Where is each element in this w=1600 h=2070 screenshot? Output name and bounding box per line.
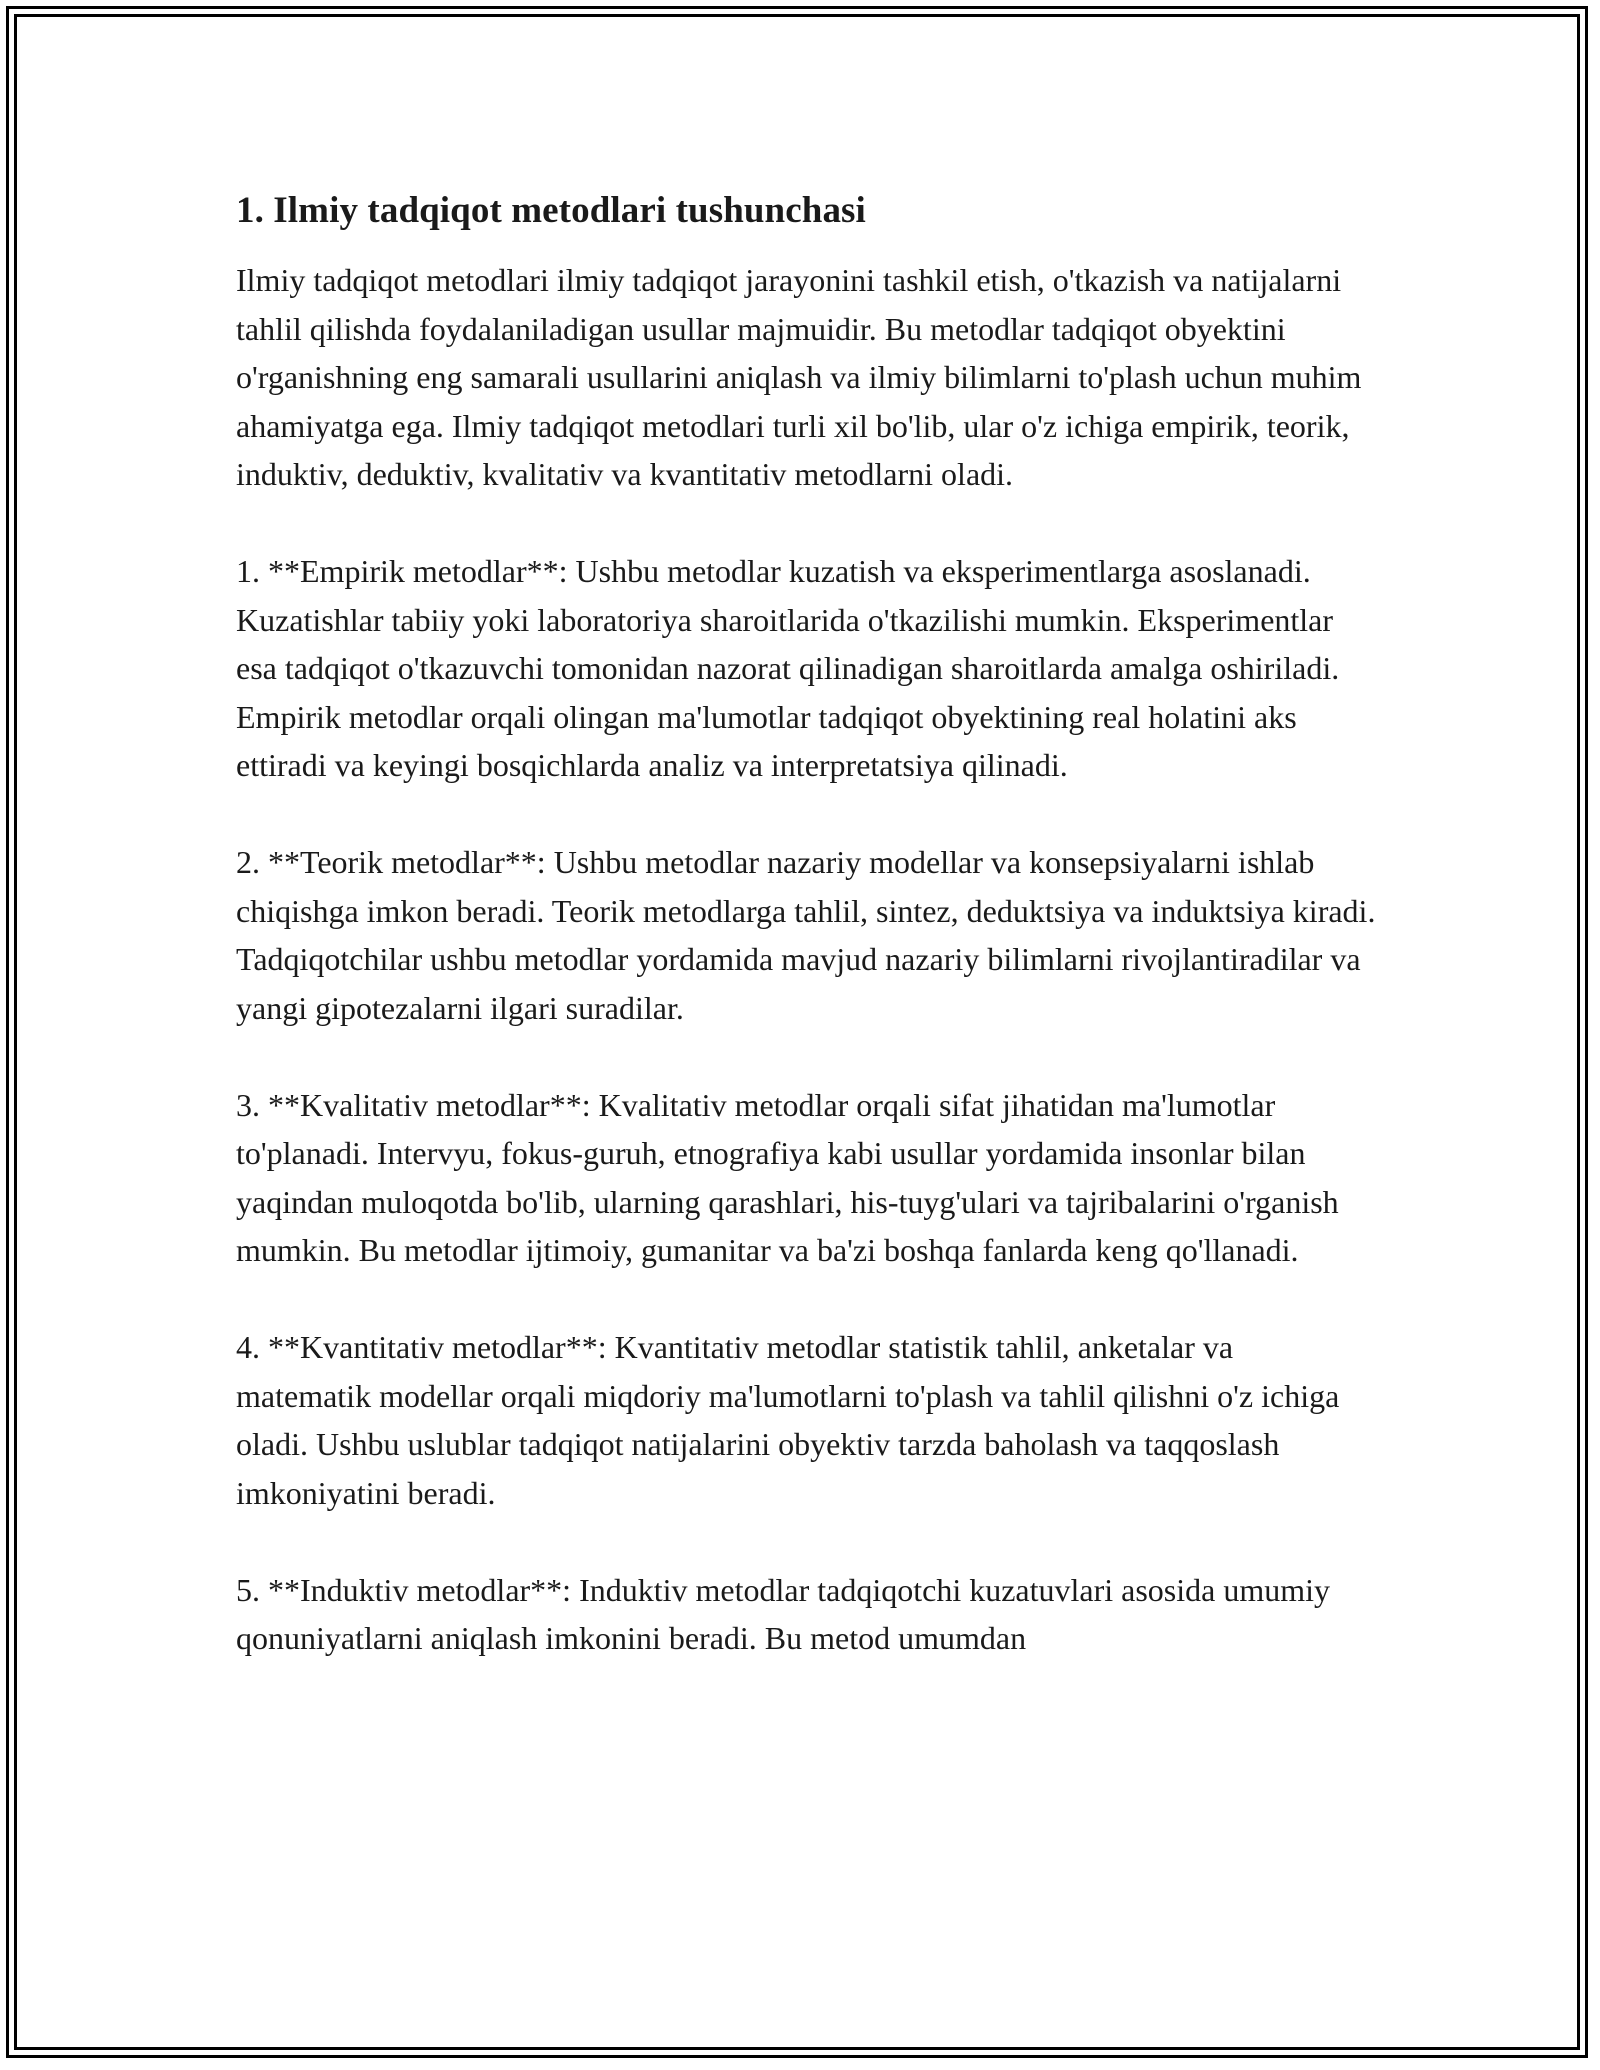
document-body [236,188,1376,1663]
paragraph-intro: Ilmiy tadqiqot metodlari ilmiy tadqiqot jarayonini tashkil etish, o'tkazish va natijalarni tahlil qilishda foydalaniladigan usullar majmuidir. Bu metodlar tadqiqot obyektini o'rganishning eng samarali usullarini aniqlash va ilmiy bilimlarni to'plash uchun muhim ahamiyatga ega. Ilmiy tadqiqot metodlari turli xil bo'lib, ular o'z ichiga empirik, teorik, induktiv, deduktiv, kvalitativ va kvantitativ metodlarni oladi. [236,262,1362,492]
paragraph-kvalitativ: 3. **Kvalitativ metodlar**: Kvalitativ metodlar orqali sifat jihatidan ma'lumotlar to'planadi. Intervyu, fokus-guruh, etnografiya kabi usullar yordamida insonlar bilan yaqindan muloqotda bo'lib, ularning qarashlari, his-tuyg'ulari va tajribalarini o'rganish mumkin. Bu metodlar ijtimoiy, gumanitar va ba'zi boshqa fanlarda keng qo'llanadi. [236,1086,1339,1268]
paragraph-empirik: 1. **Empirik metodlar**: Ushbu metodlar kuzatish va eksperimentlarga asoslanadi. Kuzatishlar tabiiy yoki laboratoriya sharoitlarida o'tkazilishi mumkin. Eksperimentlar esa tadqiqot o'tkazuvchi tomonidan nazorat qilinadigan sharoitlarda amalga oshiriladi. Empirik metodlar orqali olingan ma'lumotlar tadqiqot obyektining real holatini aks ettiradi va keyingi bosqichlarda analiz va interpretatsiya qilinadi. [236,553,1340,783]
paragraph-gap [236,1517,1376,1566]
paragraph-teorik: 2. **Teorik metodlar**: Ushbu metodlar nazariy modellar va konsepsiyalarni ishlab chiqishga imkon beradi. Teorik metodlarga tahlil, sintez, deduktsiya va induktsiya kiradi. Tadqiqotchilar ushbu metodlar yordamida mavjud nazariy bilimlarni rivojlantiradilar va yangi gipotezalarni ilgari suradilar. [236,844,1376,1026]
paragraph-induktiv: 5. **Induktiv metodlar**: Induktiv metodlar tadqiqotchi kuzatuvlari asosida umumiy qonuniyatlarni aniqlash imkonini beradi. Bu metod umumdan [236,1571,1331,1656]
paragraph-gap [236,499,1376,548]
paragraph-gap [236,790,1376,839]
section-heading: 1. Ilmiy tadqiqot metodlari tushunchasi [236,190,866,231]
paragraph-gap [236,1275,1376,1324]
paragraph-gap [236,1032,1376,1081]
paragraph-kvantitativ: 4. **Kvantitativ metodlar**: Kvantitativ metodlar statistik tahlil, anketalar va matematik modellar orqali miqdoriy ma'lumotlarni to'plash va tahlil qilishni o'z ichiga oladi. Ushbu uslublar tadqiqot natijalarini obyektiv tarzda baholash va taqqoslash imkoniyatini beradi. [236,1329,1340,1511]
